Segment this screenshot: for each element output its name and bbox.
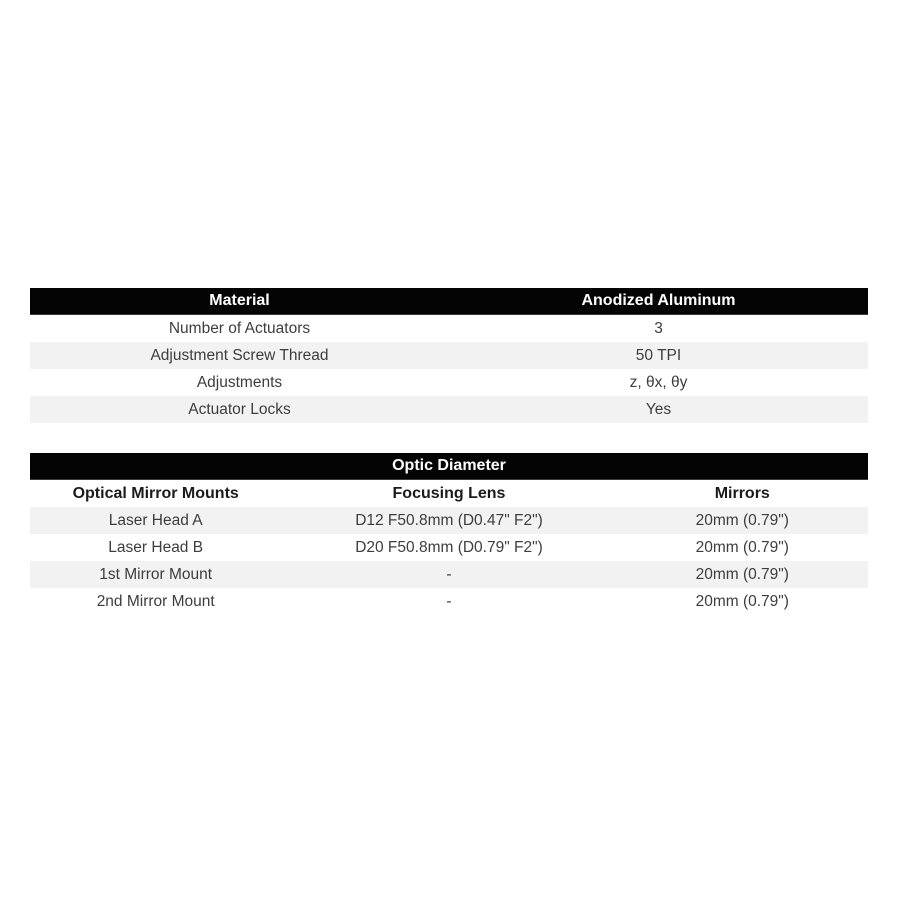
spec-label: Adjustment Screw Thread [150,346,329,364]
optic-diameter-table [30,453,868,615]
spec-value: Yes [645,400,672,418]
spec-label: Actuator Locks [188,400,291,418]
column-header-mirrors: Mirrors [714,484,770,502]
spec-value: 3 [654,319,663,337]
header-cell-optic-diameter: Optic Diameter [392,457,506,474]
table-row [30,588,868,615]
header-cell-material: Material [209,292,270,309]
column-header-focusing-lens: Focusing Lens [392,484,506,502]
mirrors-value: 20mm (0.79") [695,511,789,529]
mirrors-value: 20mm (0.79") [695,592,789,610]
mirrors-value: 20mm (0.79") [695,538,789,556]
table-row [30,396,868,423]
material-spec-table [30,288,868,423]
table-row [30,561,868,588]
material-spec-table-header [30,288,868,315]
table-row [30,342,868,369]
focusing-lens-value: D12 F50.8mm (D0.47" F2") [355,511,543,529]
table-row [30,315,868,342]
spec-value: z, θx, θy [629,373,688,391]
spec-label: Number of Actuators [168,319,311,337]
column-header-mounts: Optical Mirror Mounts [72,484,239,502]
focusing-lens-value: D20 F50.8mm (D0.79" F2") [355,538,543,556]
table-row [30,534,868,561]
focusing-lens-value: - [446,565,452,583]
mount-name: Laser Head A [108,511,203,529]
mount-name: 1st Mirror Mount [99,565,213,583]
table-row [30,369,868,396]
table-row [30,507,868,534]
optic-table-column-headers [30,480,868,507]
spec-label: Adjustments [196,373,283,391]
header-cell-material-value: Anodized Aluminum [581,292,736,309]
focusing-lens-value: - [446,592,452,610]
spec-value: 50 TPI [635,346,682,364]
mirrors-value: 20mm (0.79") [695,565,789,583]
mount-name: Laser Head B [108,538,204,556]
optic-diameter-table-header [30,453,868,480]
mount-name: 2nd Mirror Mount [96,592,215,610]
